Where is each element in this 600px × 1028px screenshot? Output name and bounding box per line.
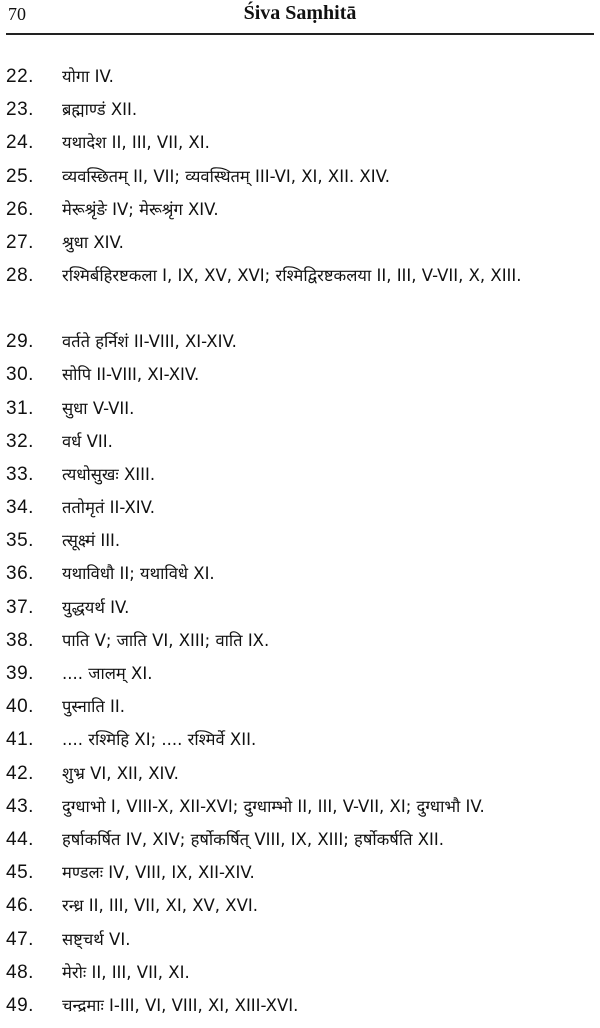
list-item xyxy=(0,989,600,1022)
entry-text: ब्रह्माण्डं XII. xyxy=(62,100,138,120)
list-item xyxy=(0,624,600,657)
list-item xyxy=(0,790,600,823)
entry-number: 25. xyxy=(6,165,34,187)
entry-text: मेरूश्रृंङे IV; मेरूश्रृंग XIV. xyxy=(62,199,219,219)
entry-number: 48. xyxy=(6,961,34,983)
list-item xyxy=(0,657,600,690)
entry-text: .... रश्मिहि XI; .... रश्मिर्वे XII. xyxy=(62,730,257,750)
entry-text: त्सूक्ष्मं III. xyxy=(62,531,121,551)
entry-text: वर्तते हर्निशं II-VIII, XI-XIV. xyxy=(62,332,237,352)
list-item xyxy=(0,856,600,889)
entry-list xyxy=(0,60,600,1022)
entry-text: सुधा V-VII. xyxy=(62,398,135,418)
list-item xyxy=(0,226,600,259)
entry-text: युद्धयर्थ IV. xyxy=(62,597,130,617)
entry-text: हर्षाकर्षित IV, XIV; हर्षोकर्षित् VIII, IX, XIII; हर्षोकर्षति XII. xyxy=(62,829,445,849)
entry-number: 44. xyxy=(6,828,34,850)
entry-number: 38. xyxy=(6,629,34,651)
list-item xyxy=(0,889,600,922)
entry-number: 41. xyxy=(6,729,34,751)
entry-number: 47. xyxy=(6,928,34,950)
list-item xyxy=(0,160,600,193)
entry-text: दुग्धाभो I, VIII-X, XII-XVI; दुग्धाम्भो II, III, V-VII, XI; दुग्धाभौ IV. xyxy=(62,796,485,816)
entry-text: वर्ध VII. xyxy=(62,431,113,451)
list-item xyxy=(0,325,600,358)
entry-number: 27. xyxy=(6,231,34,253)
entry-number: 34. xyxy=(6,497,34,519)
entry-text: यथाविधौ II; यथाविधे XI. xyxy=(62,564,215,584)
list-item xyxy=(0,823,600,856)
list-item xyxy=(0,491,600,524)
entry-text: त्यधोसुखः XIII. xyxy=(62,464,156,484)
entry-text: शुभ्र VI, XII, XIV. xyxy=(62,763,179,783)
entry-number: 46. xyxy=(6,895,34,917)
entry-text: श्रुधा XIV. xyxy=(62,232,124,252)
list-item xyxy=(0,392,600,425)
entry-text: मेरोः II, III, VII, XI. xyxy=(62,962,190,982)
header-rule xyxy=(6,33,594,35)
page-header xyxy=(0,0,600,30)
list-item xyxy=(0,524,600,557)
entry-number: 36. xyxy=(6,563,34,585)
list-item xyxy=(0,425,600,458)
list-item xyxy=(0,757,600,790)
entry-number: 35. xyxy=(6,530,34,552)
entry-number: 28. xyxy=(6,265,34,287)
entry-number: 24. xyxy=(6,132,34,154)
page-number: 70 xyxy=(8,4,26,24)
list-item xyxy=(0,723,600,756)
entry-text: व्यवस्छितम् II, VII; व्यवस्थितम् III-VI, XI, XII. XIV. xyxy=(62,166,391,186)
entry-number: 43. xyxy=(6,795,34,817)
list-item xyxy=(0,193,600,226)
entry-number: 30. xyxy=(6,364,34,386)
entry-number: 37. xyxy=(6,596,34,618)
list-item xyxy=(0,956,600,989)
entry-text: पाति V; जाति VI, XIII; वाति IX. xyxy=(62,630,270,650)
entry-text: .... जालम् XI. xyxy=(62,664,153,683)
entry-number: 33. xyxy=(6,463,34,485)
list-item xyxy=(0,93,600,126)
entry-text: पुस्नाति II. xyxy=(62,697,126,717)
entry-number: 45. xyxy=(6,862,34,884)
list-item xyxy=(0,126,600,159)
entry-number: 40. xyxy=(6,696,34,718)
entry-number: 26. xyxy=(6,198,34,220)
list-item xyxy=(0,591,600,624)
entry-text: सोपि II-VIII, XI-XIV. xyxy=(62,365,200,385)
list-item xyxy=(0,557,600,590)
entry-number: 39. xyxy=(6,663,34,684)
entry-number: 49. xyxy=(6,994,34,1016)
entry-text: रन्ध्र II, III, VII, XI, XV, XVI. xyxy=(62,896,258,916)
book-title: Śiva Saṃhitā xyxy=(243,2,357,24)
entry-text: चन्द्रमाः I-III, VI, VIII, XI, XIII-XVI. xyxy=(62,995,299,1015)
entry-text: सष्ट्चर्थ VI. xyxy=(62,929,131,949)
entry-text: रश्मिर्बहिरष्टकला I, IX, XV, XVI; रश्मिद्विरष्टकलया II, III, V-VII, X, XIII. xyxy=(62,266,522,286)
list-item xyxy=(0,358,600,391)
entry-number: 32. xyxy=(6,430,34,452)
entry-number: 23. xyxy=(6,99,34,121)
entry-number: 42. xyxy=(6,762,34,784)
entry-text: ततोमृतं II-XIV. xyxy=(62,498,156,518)
entry-number: 22. xyxy=(6,66,34,87)
entry-text: योगा IV. xyxy=(62,67,114,86)
entry-number: 31. xyxy=(6,397,34,419)
list-item xyxy=(0,60,600,93)
entry-text: यथादेश II, III, VII, XI. xyxy=(62,133,210,153)
entry-text: मण्डलः IV, VIII, IX, XII-XIV. xyxy=(62,863,255,883)
list-item xyxy=(0,690,600,723)
entry-number: 29. xyxy=(6,331,34,353)
list-item xyxy=(0,259,600,325)
list-item xyxy=(0,458,600,491)
list-item xyxy=(0,923,600,956)
